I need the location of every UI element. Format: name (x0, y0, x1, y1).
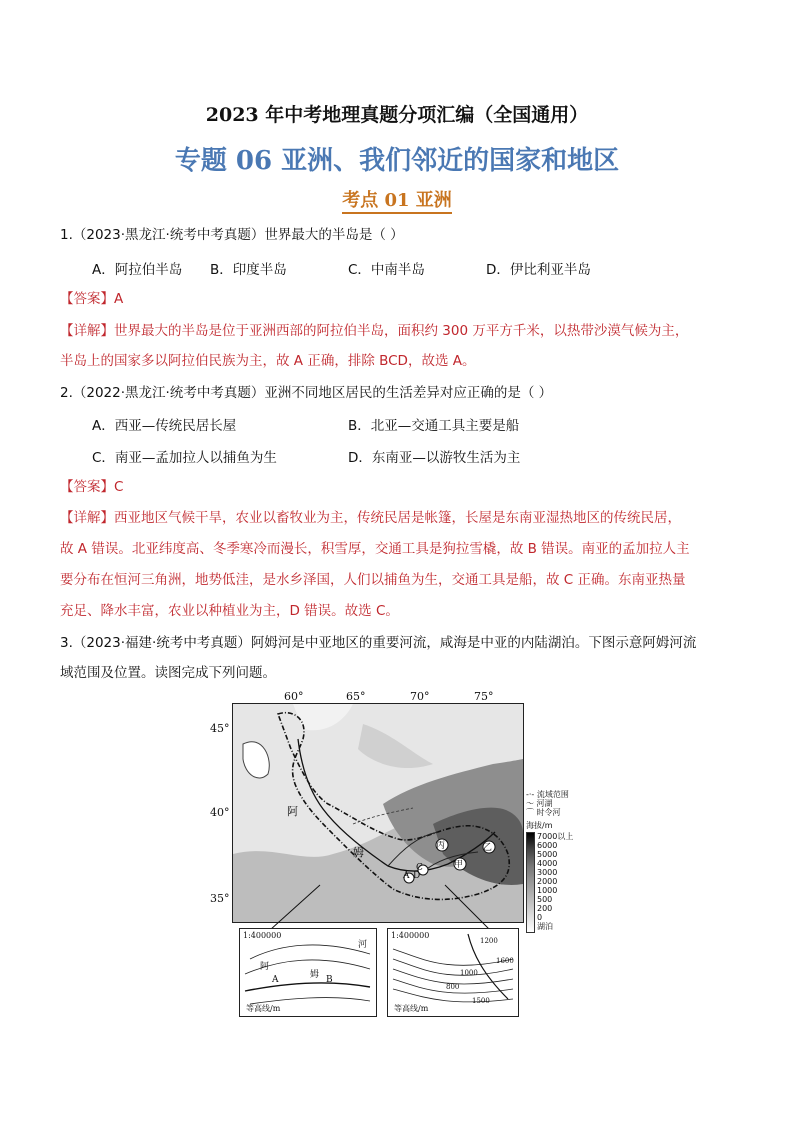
river-char: 姆 (353, 846, 364, 859)
lat-label: 45° (210, 722, 230, 735)
inset-scale: 1:400000 (391, 931, 430, 940)
q1-option-c: C．中南半岛 (348, 262, 425, 278)
level: 0 (537, 913, 543, 922)
inset-map-left (239, 928, 377, 1017)
q2-stem: 2.（2022·黑龙江·统考中考真题）亚洲不同地区居民的生活差异对应正确的是（ ） (60, 385, 553, 401)
q1-option-a: A．阿拉伯半岛 (92, 262, 183, 278)
q2-detail-line-1 (60, 507, 681, 529)
contour-label: 1600 (496, 957, 514, 965)
river-char: 河 (358, 940, 368, 950)
contour-label: 1200 (480, 937, 498, 945)
answer-value: C (114, 479, 124, 495)
q2-detail-line-2: 故 A 错误。北亚纬度高、冬季寒冷而漫长，积雪厚，交通工具是狗拉雪橇，故 B 错误。南亚的孟加拉人主 (60, 541, 690, 557)
inset-scale: 1:400000 (243, 931, 282, 940)
lon-label: 65° (346, 690, 366, 703)
answer-value: A (114, 291, 124, 307)
inset-legend: 等高线/m (394, 1004, 429, 1013)
marker-yi: 乙 (483, 843, 493, 853)
q2-detail-line-3: 要分布在恒河三角洲，地势低洼，是水乡泽国，人们以捕鱼为生，交通工具是船，故 C 正确。东南亚热量 (60, 572, 686, 588)
legend-seasonal: ⌒ 时令河 (526, 808, 561, 817)
level: 4000 (537, 859, 558, 868)
lon-label: 70° (410, 690, 430, 703)
level: 5000 (537, 850, 558, 859)
marker-c: C (416, 863, 423, 873)
q2-option-b: B．北亚—交通工具主要是船 (348, 418, 520, 434)
q2-detail-line-4: 充足、降水丰富，农业以种植业为主，D 错误。故选 C。 (60, 603, 399, 619)
point-label: B (326, 975, 333, 985)
river-char: 姆 (310, 970, 320, 980)
detail-text: 世界最大的半岛是位于亚洲西部的阿拉伯半岛，面积约 300 万平方千米，以热带沙漠气候为主， (114, 323, 689, 339)
marker-bing: 丙 (436, 841, 446, 851)
river-char: 阿 (260, 962, 270, 972)
legend-text: 流域范围 (536, 790, 569, 799)
level: 湖泊 (537, 922, 553, 931)
q1-detail-line-2: 半岛上的国家多以阿拉伯民族为主，故 A 正确，排除 BCD，故选 A。 (60, 353, 476, 369)
contour-label: 1500 (472, 997, 490, 1005)
q1-detail-line-1 (60, 320, 688, 342)
contour-label: 800 (446, 983, 460, 991)
level: 1000 (537, 886, 558, 895)
level: 2000 (537, 877, 558, 886)
marker-d: D (413, 871, 421, 881)
detail-label: 【详解】 (60, 510, 114, 526)
level: 6000 (537, 841, 558, 850)
legend-text: 时令河 (536, 808, 561, 817)
level: 3000 (537, 868, 558, 877)
q1-option-b: B．印度半岛 (210, 262, 287, 278)
document-title: 2023 年中考地理真题分项汇编（全国通用） (205, 104, 589, 126)
point-label: A (272, 975, 279, 985)
legend-title: 海拔/m (526, 821, 553, 830)
marker-a: A (403, 871, 410, 881)
map-legend (526, 790, 586, 933)
lon-label: 60° (284, 690, 304, 703)
inset-legend: 等高线/m (246, 1004, 281, 1013)
elevation-scale (526, 832, 586, 933)
river-char: 阿 (287, 805, 298, 818)
inset-map-right (387, 928, 519, 1017)
topic-title: 专题 06 亚洲、我们邻近的国家和地区 (174, 146, 620, 176)
q1-option-d: D．伊比利亚半岛 (486, 262, 591, 278)
elevation-levels (537, 832, 573, 933)
lon-label: 75° (474, 690, 494, 703)
legend-text: 河湖 (536, 799, 553, 808)
section-title (0, 186, 794, 212)
answer-label: 【答案】 (60, 479, 114, 495)
level: 200 (537, 904, 553, 913)
detail-label: 【详解】 (60, 323, 114, 339)
marker-jia: 甲 (454, 860, 464, 870)
contour-label: 1000 (460, 969, 478, 977)
lat-label: 40° (210, 806, 230, 819)
detail-text: 西亚地区气候干旱，农业以畜牧业为主，传统民居是帐篷，长屋是东南亚湿热地区的传统民居， (114, 510, 681, 526)
answer-label: 【答案】 (60, 291, 114, 307)
q2-answer (60, 476, 123, 498)
q2-option-c: C．南亚—孟加拉人以捕鱼为生 (92, 450, 277, 466)
q3-stem-line-2: 域范围及位置。读图完成下列问题。 (60, 665, 276, 681)
q2-option-a: A．西亚—传统民居长屋 (92, 418, 237, 434)
q1-answer (60, 288, 123, 310)
q2-option-d: D．东南亚—以游牧生活为主 (348, 450, 521, 466)
level: 7000以上 (537, 832, 574, 841)
section-title-text: 考点 01 亚洲 (342, 190, 452, 214)
level: 500 (537, 895, 553, 904)
q3-stem-line-1: 3.（2023·福建·统考中考真题）阿姆河是中亚地区的重要河流，咸海是中亚的内陆湖泊。下图示意阿姆河流 (60, 635, 697, 651)
lat-label: 35° (210, 892, 230, 905)
q1-stem: 1.（2023·黑龙江·统考中考真题）世界最大的半岛是（ ） (60, 227, 404, 243)
legend-river: ～ 河湖 (526, 799, 553, 808)
legend-basin: -·- 流域范围 (526, 790, 569, 799)
